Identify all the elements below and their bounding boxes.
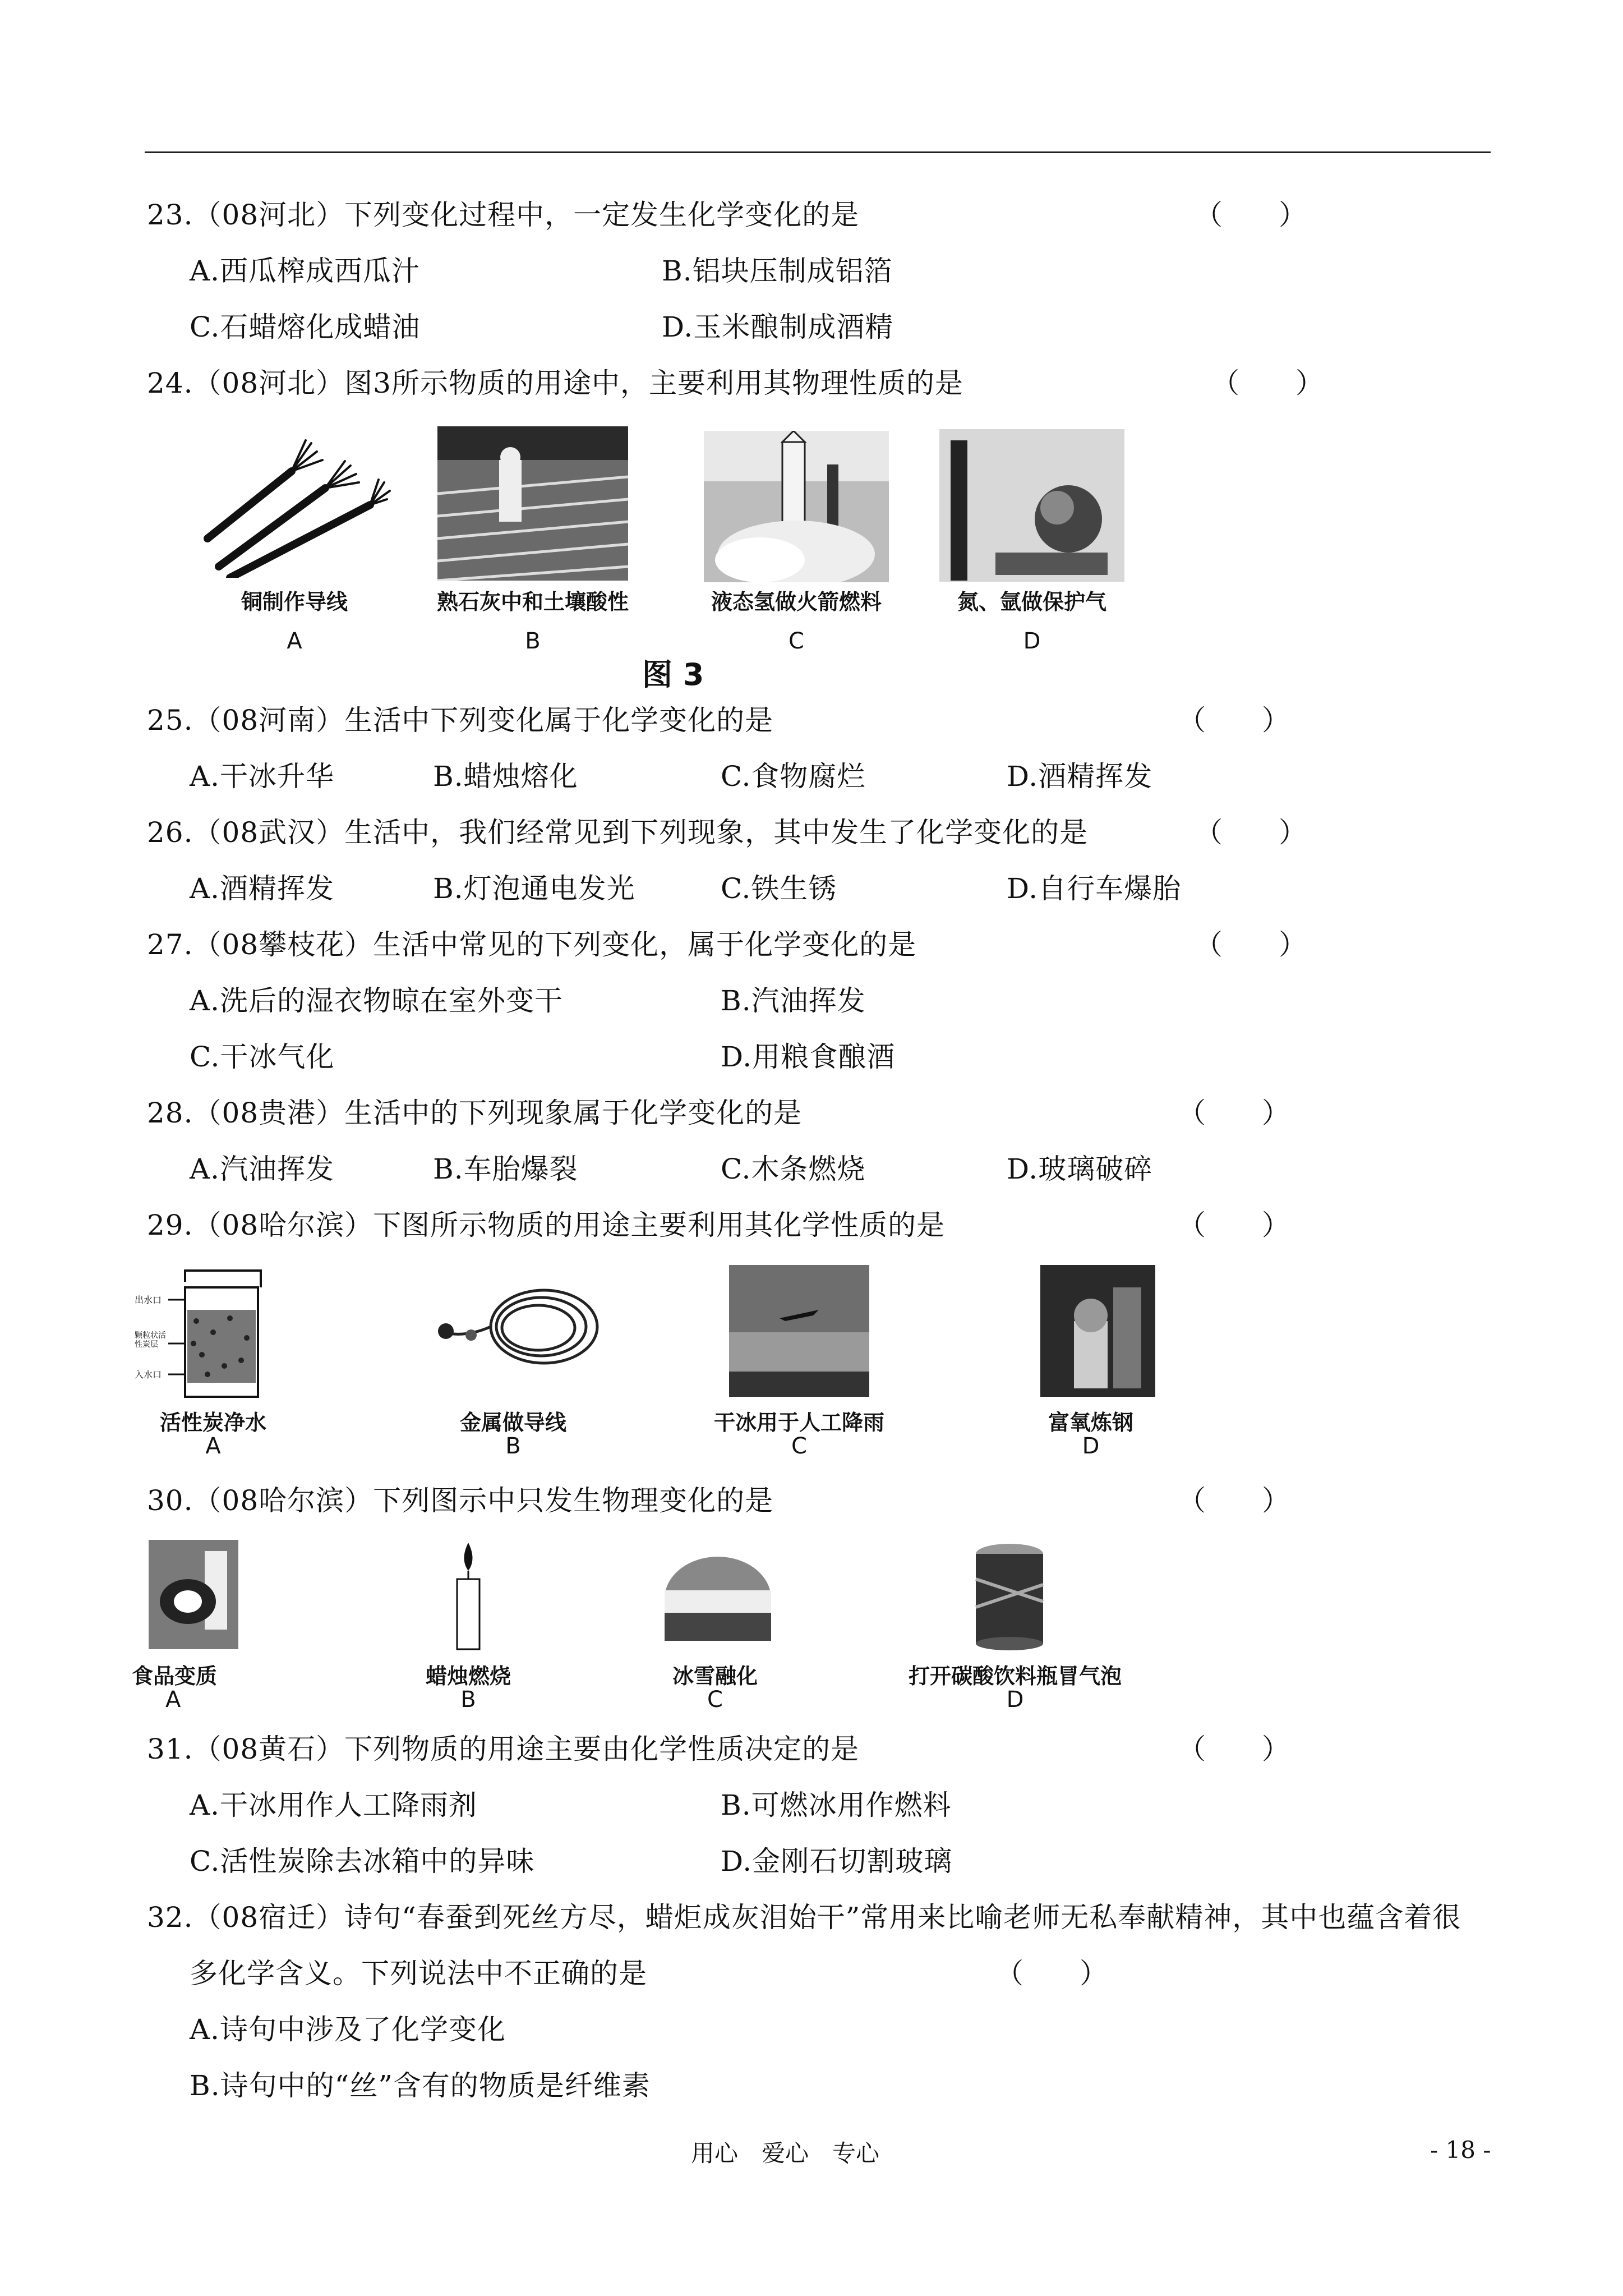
q30-caption-c: 冰雪融化 bbox=[672, 1664, 758, 1688]
q30-caption-d: 打开碳酸饮料瓶冒气泡 bbox=[908, 1664, 1122, 1688]
q30-stem: 30.（08哈尔滨）下列图示中只发生物理变化的是 bbox=[147, 1484, 774, 1517]
q24-figure-b bbox=[436, 426, 629, 654]
q31-option-c[interactable]: C.活性炭除去冰箱中的异味 bbox=[190, 1845, 535, 1878]
q24-answer-paren[interactable]: （ ） bbox=[1211, 367, 1324, 399]
q31-option-a[interactable]: A.干冰用作人工降雨剂 bbox=[190, 1789, 478, 1821]
q26-option-a[interactable]: A.酒精挥发 bbox=[190, 872, 335, 905]
q25-option-b[interactable]: B.蜡烛熔化 bbox=[433, 760, 578, 793]
q24-caption-b: 熟石灰中和土壤酸性 bbox=[436, 590, 629, 614]
q28-stem: 28.（08贵港）生活中的下列现象属于化学变化的是 bbox=[147, 1097, 803, 1129]
q25-answer-paren[interactable]: （ ） bbox=[1178, 704, 1290, 737]
melting-snow-image bbox=[662, 1551, 774, 1646]
q29-letter-d[interactable]: D bbox=[1082, 1433, 1100, 1459]
q29-caption-a: 活性炭净水 bbox=[159, 1410, 266, 1435]
q26-option-d[interactable]: D.自行车爆胎 bbox=[1007, 872, 1182, 905]
q28-option-c[interactable]: C.木条燃烧 bbox=[721, 1153, 866, 1185]
q30-letter-b[interactable]: B bbox=[460, 1687, 476, 1713]
q29-answer-paren[interactable]: （ ） bbox=[1178, 1209, 1290, 1241]
tank-label-carbon: 颗粒状活性炭层 bbox=[135, 1331, 166, 1349]
q29-letter-b[interactable]: B bbox=[505, 1433, 521, 1459]
q24-caption-c: 液态氢做火箭燃料 bbox=[711, 590, 882, 614]
burning-candle-image bbox=[435, 1540, 502, 1652]
q23-option-b[interactable]: B.铝块压制成铝箔 bbox=[662, 255, 893, 287]
q30-caption-b: 蜡烛燃烧 bbox=[425, 1664, 511, 1688]
q32-stem-line2: 多化学含义。下列说法中不正确的是 bbox=[190, 1957, 647, 1990]
q26-option-b[interactable]: B.灯泡通电发光 bbox=[433, 872, 635, 905]
q27-option-a[interactable]: A.洗后的湿衣物晾在室外变干 bbox=[190, 984, 564, 1017]
footer-motto: 用心 爱心 专心 bbox=[691, 2139, 880, 2167]
q24-letter-a[interactable]: A bbox=[287, 628, 302, 654]
q24-figure-c bbox=[704, 431, 889, 654]
q28-option-d[interactable]: D.玻璃破碎 bbox=[1007, 1153, 1153, 1185]
q27-option-c[interactable]: C.干冰气化 bbox=[190, 1041, 335, 1073]
q29-caption-b: 金属做导线 bbox=[459, 1410, 566, 1435]
q24-figure-d bbox=[939, 429, 1124, 654]
q30-figure-b bbox=[404, 1540, 533, 1725]
q32-option-a[interactable]: A.诗句中涉及了化学变化 bbox=[190, 2013, 506, 2046]
q25-stem: 25.（08河南）生活中下列变化属于化学变化的是 bbox=[147, 704, 774, 737]
q23-option-a[interactable]: A.西瓜榨成西瓜汁 bbox=[190, 255, 421, 287]
q25-option-d[interactable]: D.酒精挥发 bbox=[1007, 760, 1153, 793]
q32-answer-paren[interactable]: （ ） bbox=[995, 1957, 1108, 1990]
q29-figure-a bbox=[135, 1265, 303, 1478]
q23-stem: 23.（08河北）下列变化过程中，一定发生化学变化的是 bbox=[147, 199, 860, 231]
tank-label-outlet: 出水口 bbox=[135, 1295, 162, 1305]
q23-option-d[interactable]: D.玉米酿制成酒精 bbox=[662, 311, 894, 343]
q26-option-c[interactable]: C.铁生锈 bbox=[721, 872, 837, 905]
q23-option-c[interactable]: C.石蜡熔化成蜡油 bbox=[190, 311, 421, 343]
q27-stem: 27.（08攀枝花）生活中常见的下列变化，属于化学变化的是 bbox=[147, 928, 917, 961]
q29-figure-c bbox=[701, 1265, 897, 1478]
spoiled-food-image bbox=[149, 1540, 238, 1649]
q30-caption-a: 食品变质 bbox=[132, 1664, 218, 1688]
q31-answer-paren[interactable]: （ ） bbox=[1178, 1733, 1290, 1765]
q25-option-a[interactable]: A.干冰升华 bbox=[190, 760, 335, 793]
q32-stem-line1: 32.（08宿迁）诗句“春蚕到死丝方尽，蜡炬成灰泪始干”常用来比喻老师无私奉献精神，其中也蕴含着很 bbox=[147, 1901, 1461, 1934]
q30-letter-d[interactable]: D bbox=[1006, 1687, 1024, 1713]
protective-gas-image bbox=[939, 429, 1124, 582]
q30-answer-paren[interactable]: （ ） bbox=[1178, 1484, 1290, 1517]
q24-caption-a: 铜制作导线 bbox=[241, 590, 348, 614]
q24-caption-d: 氮、氩做保护气 bbox=[957, 590, 1106, 614]
q30-letter-c[interactable]: C bbox=[707, 1687, 723, 1713]
q30-figure-d bbox=[897, 1540, 1133, 1725]
lime-soil-image bbox=[437, 426, 628, 581]
copper-wire-image bbox=[196, 426, 393, 578]
rocket-launch-image bbox=[704, 431, 889, 582]
q28-answer-paren[interactable]: （ ） bbox=[1178, 1097, 1290, 1129]
q25-option-c[interactable]: C.食物腐烂 bbox=[721, 760, 866, 793]
q24-letter-b[interactable]: B bbox=[525, 628, 541, 654]
soda-can-bubbles-image bbox=[959, 1540, 1060, 1652]
q29-figure-b bbox=[421, 1265, 606, 1478]
q29-figure-d bbox=[1009, 1265, 1172, 1478]
q27-answer-paren[interactable]: （ ） bbox=[1195, 928, 1307, 961]
q31-stem: 31.（08黄石）下列物质的用途主要由化学性质决定的是 bbox=[147, 1733, 860, 1765]
q29-stem: 29.（08哈尔滨）下图所示物质的用途主要利用其化学性质的是 bbox=[147, 1209, 946, 1241]
q23-answer-paren[interactable]: （ ） bbox=[1195, 199, 1307, 231]
q27-option-b[interactable]: B.汽油挥发 bbox=[721, 984, 866, 1017]
q24-letter-c[interactable]: C bbox=[789, 628, 804, 654]
page-number: - 18 - bbox=[1430, 2136, 1491, 2164]
oxygen-steelmaking-image bbox=[1040, 1265, 1155, 1397]
q26-stem: 26.（08武汉）生活中，我们经常见到下列现象，其中发生了化学变化的是 bbox=[147, 816, 1089, 849]
q31-option-b[interactable]: B.可燃冰用作燃料 bbox=[721, 1789, 952, 1821]
q24-letter-d[interactable]: D bbox=[1023, 628, 1041, 654]
q32-option-b[interactable]: B.诗句中的“丝”含有的物质是纤维素 bbox=[190, 2069, 651, 2102]
q24-stem: 24.（08河北）图3所示物质的用途中，主要利用其物理性质的是 bbox=[147, 367, 963, 399]
q24-figure-a bbox=[196, 426, 393, 654]
tank-label-inlet: 入水口 bbox=[135, 1369, 162, 1380]
q31-option-d[interactable]: D.金刚石切割玻璃 bbox=[721, 1845, 953, 1878]
q29-caption-d: 富氧炼钢 bbox=[1048, 1410, 1133, 1435]
q27-option-d[interactable]: D.用粮食酿酒 bbox=[721, 1041, 896, 1073]
q30-figure-a bbox=[132, 1540, 255, 1725]
q28-option-a[interactable]: A.汽油挥发 bbox=[190, 1153, 335, 1185]
header-rule bbox=[145, 151, 1491, 153]
q28-option-b[interactable]: B.车胎爆裂 bbox=[433, 1153, 578, 1185]
q29-letter-c[interactable]: C bbox=[791, 1433, 807, 1459]
q29-caption-c: 干冰用于人工降雨 bbox=[713, 1410, 884, 1435]
metal-wire-coil-image bbox=[421, 1265, 606, 1400]
artificial-rain-plane-image bbox=[729, 1265, 869, 1397]
q26-answer-paren[interactable]: （ ） bbox=[1195, 816, 1307, 849]
q30-figure-c bbox=[651, 1540, 780, 1725]
q24-figure-title: 图 3 bbox=[642, 657, 704, 692]
q30-letter-a[interactable]: A bbox=[165, 1687, 181, 1713]
q29-letter-a[interactable]: A bbox=[205, 1433, 221, 1459]
